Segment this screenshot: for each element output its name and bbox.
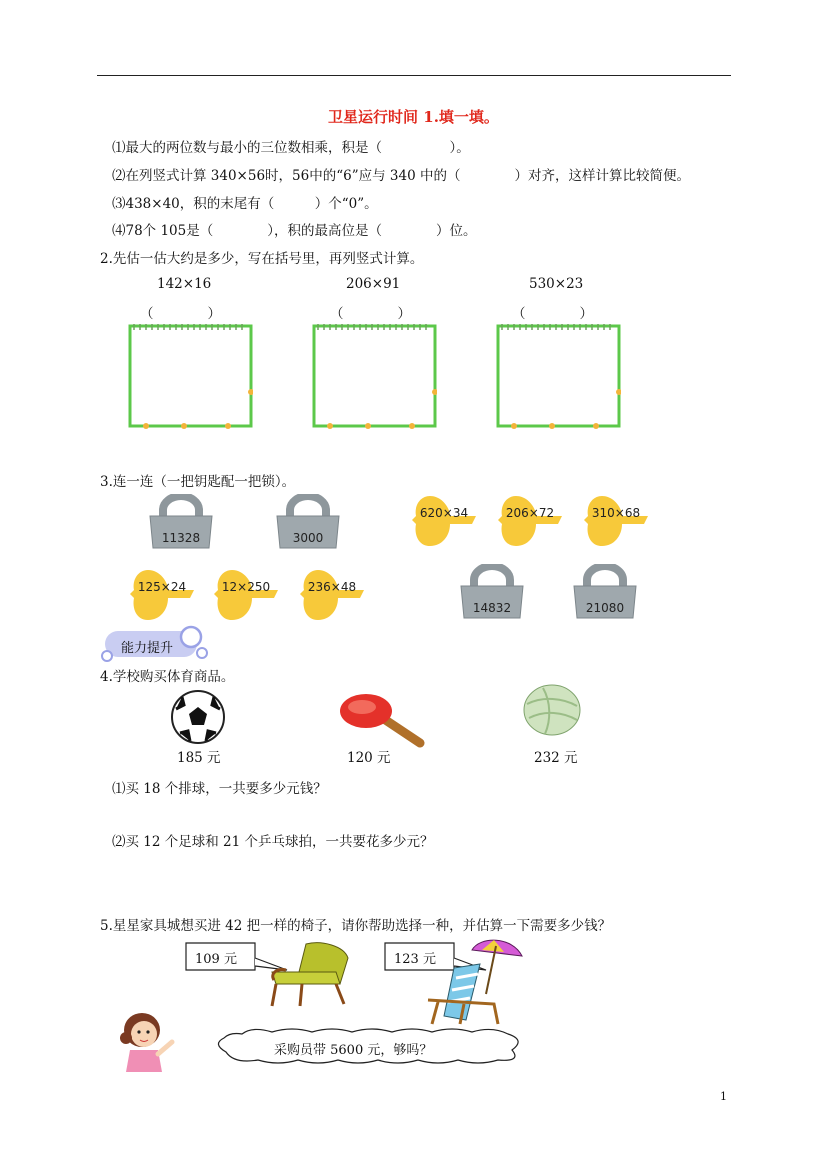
price-soccer: 185 元 [177, 750, 221, 766]
key-620x34[interactable] [412, 494, 478, 548]
lock-label: 11328 [161, 531, 201, 545]
work-frame-2 [312, 322, 437, 426]
q1-item-4: ⑷78个 105是（ ），积的最高位是（ ）位。 [112, 223, 477, 239]
armchair-icon [266, 940, 352, 1010]
lock-14832[interactable] [458, 564, 526, 622]
q1-item-1: ⑴最大的两位数与最小的三位数相乘，积是（ ）。 [112, 140, 470, 156]
price-bubble-label: 123 元 [394, 952, 436, 967]
key-label: 206×72 [505, 506, 555, 520]
q2-problem-2: 206×91 [346, 276, 401, 292]
q4-sub-1: ⑴买 18 个排球，一共要多少元钱？ [112, 781, 327, 797]
q4-sub-2: ⑵买 12 个足球和 21 个乒乓球拍，一共要花多少元？ [112, 834, 434, 850]
key-125x24[interactable] [130, 568, 196, 622]
lock-label: 14832 [472, 601, 512, 615]
ability-badge [101, 624, 209, 664]
q3-heading: 3.连一连（一把钥匙配一把锁）。 [100, 474, 296, 490]
q1-item-2: ⑵在列竖式计算 340×56时，56中的“6”应与 340 中的（ ）对齐，这样计算比较简便。 [112, 168, 690, 184]
lock-3000[interactable] [274, 494, 342, 552]
key-label: 12×250 [221, 580, 271, 594]
q4-heading: 4.学校购买体育商品。 [100, 669, 235, 685]
badge-label: 能力提升 [121, 641, 174, 656]
q2-heading: 2.先估一估大约是多少，写在括号里，再列竖式计算。 [100, 251, 424, 267]
lock-21080[interactable] [571, 564, 639, 622]
q2-problem-3: 530×23 [529, 276, 584, 292]
key-label: 620×34 [419, 506, 469, 520]
ping-pong-paddle-icon [338, 691, 426, 749]
page-title: 卫星运行时间 1.填一填。 [328, 108, 499, 126]
key-label: 236×48 [307, 580, 357, 594]
top-rule [97, 75, 731, 76]
work-frame-3 [496, 322, 621, 426]
price-paddle: 120 元 [347, 750, 391, 766]
q2-estimate-paren-3: （ ） [512, 306, 593, 322]
q5-heading: 5.星星家具城想买进 42 把一样的椅子，请你帮助选择一种，并估算一下需要多少钱？ [100, 918, 612, 934]
volleyball-icon [523, 684, 581, 736]
key-label: 125×24 [137, 580, 187, 594]
key-label: 310×68 [591, 506, 641, 520]
lock-label: 3000 [292, 531, 324, 545]
work-frame-1 [128, 322, 253, 426]
key-310x68[interactable] [584, 494, 650, 548]
beach-chair-umbrella-icon [424, 934, 524, 1026]
soccer-ball-icon [170, 689, 226, 745]
cloud-text: 采购员带 5600 元，够吗？ [274, 1043, 433, 1058]
girl-icon [116, 1010, 176, 1074]
question-cloud [212, 1026, 526, 1066]
q2-estimate-paren-2: （ ） [330, 306, 411, 322]
key-206x72[interactable] [498, 494, 564, 548]
lock-11328[interactable] [147, 494, 215, 552]
q2-estimate-paren-1: （ ） [140, 306, 221, 322]
page-number: 1 [720, 1090, 727, 1103]
price-bubble-label: 109 元 [195, 952, 237, 967]
q1-item-3: ⑶438×40，积的末尾有（ ）个“0”。 [112, 196, 378, 212]
q2-problem-1: 142×16 [157, 276, 212, 292]
key-12x250[interactable] [214, 568, 280, 622]
key-236x48[interactable] [300, 568, 366, 622]
price-volleyball: 232 元 [534, 750, 578, 766]
lock-label: 21080 [585, 601, 625, 615]
